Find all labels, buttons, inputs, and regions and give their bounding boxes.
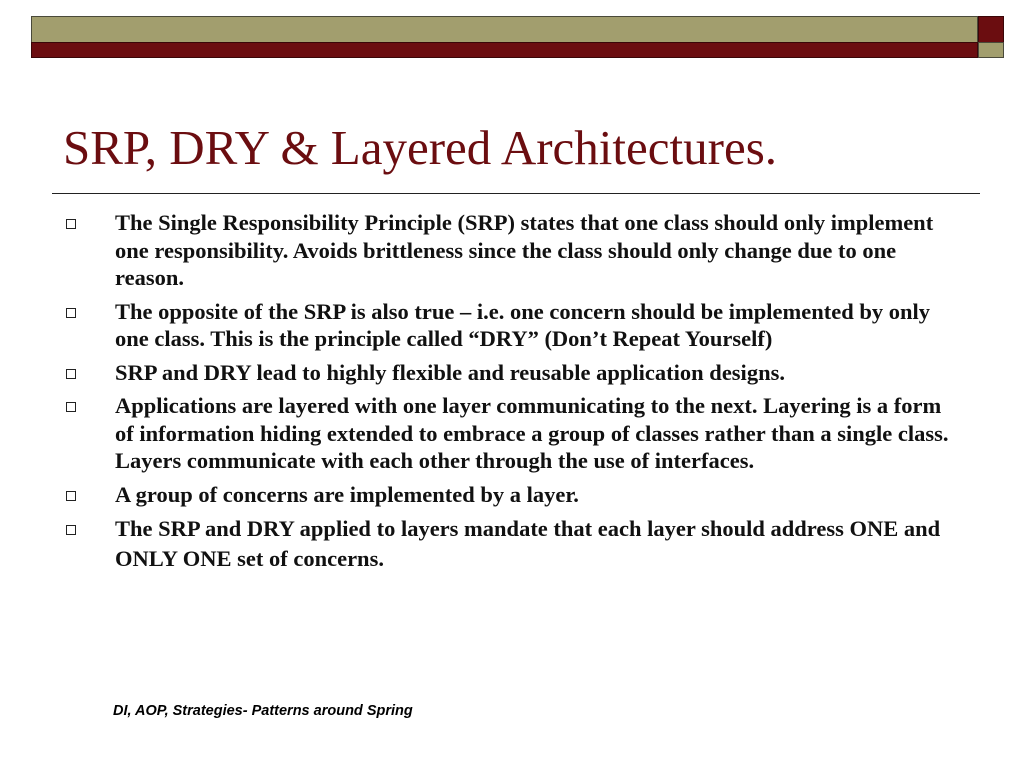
bullet-item [64,359,964,387]
bullet-text: The opposite of the SRP is also true – i.e. one concern should be implemented by only one class. This is the principle called “DRY” (Don’t Repeat Yourself) [115,298,931,351]
square-bullet-icon [66,525,76,535]
bullet-text: A group of concerns are implemented by a layer. [115,481,579,507]
bullet-list [64,209,964,580]
square-bullet-icon [66,219,76,229]
bullet-item [64,298,964,353]
bullet-item [64,392,964,475]
bullet-text: The Single Responsibility Principle (SRP) states that one class should only implement one responsibility. Avoids brittleness since the class should only change due to one reason. [115,210,934,290]
bullet-text: SRP and DRY lead to highly flexible and reusable application designs. [115,359,785,385]
bullet-item [64,514,964,574]
bullet-text: The SRP and DRY applied to layers mandate that each layer should address ONE and ONLY ONE set of concerns. [115,516,941,571]
square-bullet-icon [66,402,76,412]
title-divider [52,193,980,194]
slide-title: SRP, DRY & Layered Architectures. [63,120,778,175]
header-band-olive [31,16,978,43]
square-bullet-icon [66,308,76,318]
bullet-text: Applications are layered with one layer communicating to the next. Layering is a form of information hiding extended to embrace a group of classes rather than a single class. Layers communicate with each other through the use of interfaces. [115,393,949,473]
header-band-maroon [31,42,978,58]
header-square-olive [978,42,1004,58]
header-square-maroon [978,16,1004,43]
bullet-item [64,481,964,509]
slide-footer: DI, AOP, Strategies- Patterns around Spring [113,703,413,719]
square-bullet-icon [66,369,76,379]
square-bullet-icon [66,491,76,501]
bullet-item [64,209,964,292]
